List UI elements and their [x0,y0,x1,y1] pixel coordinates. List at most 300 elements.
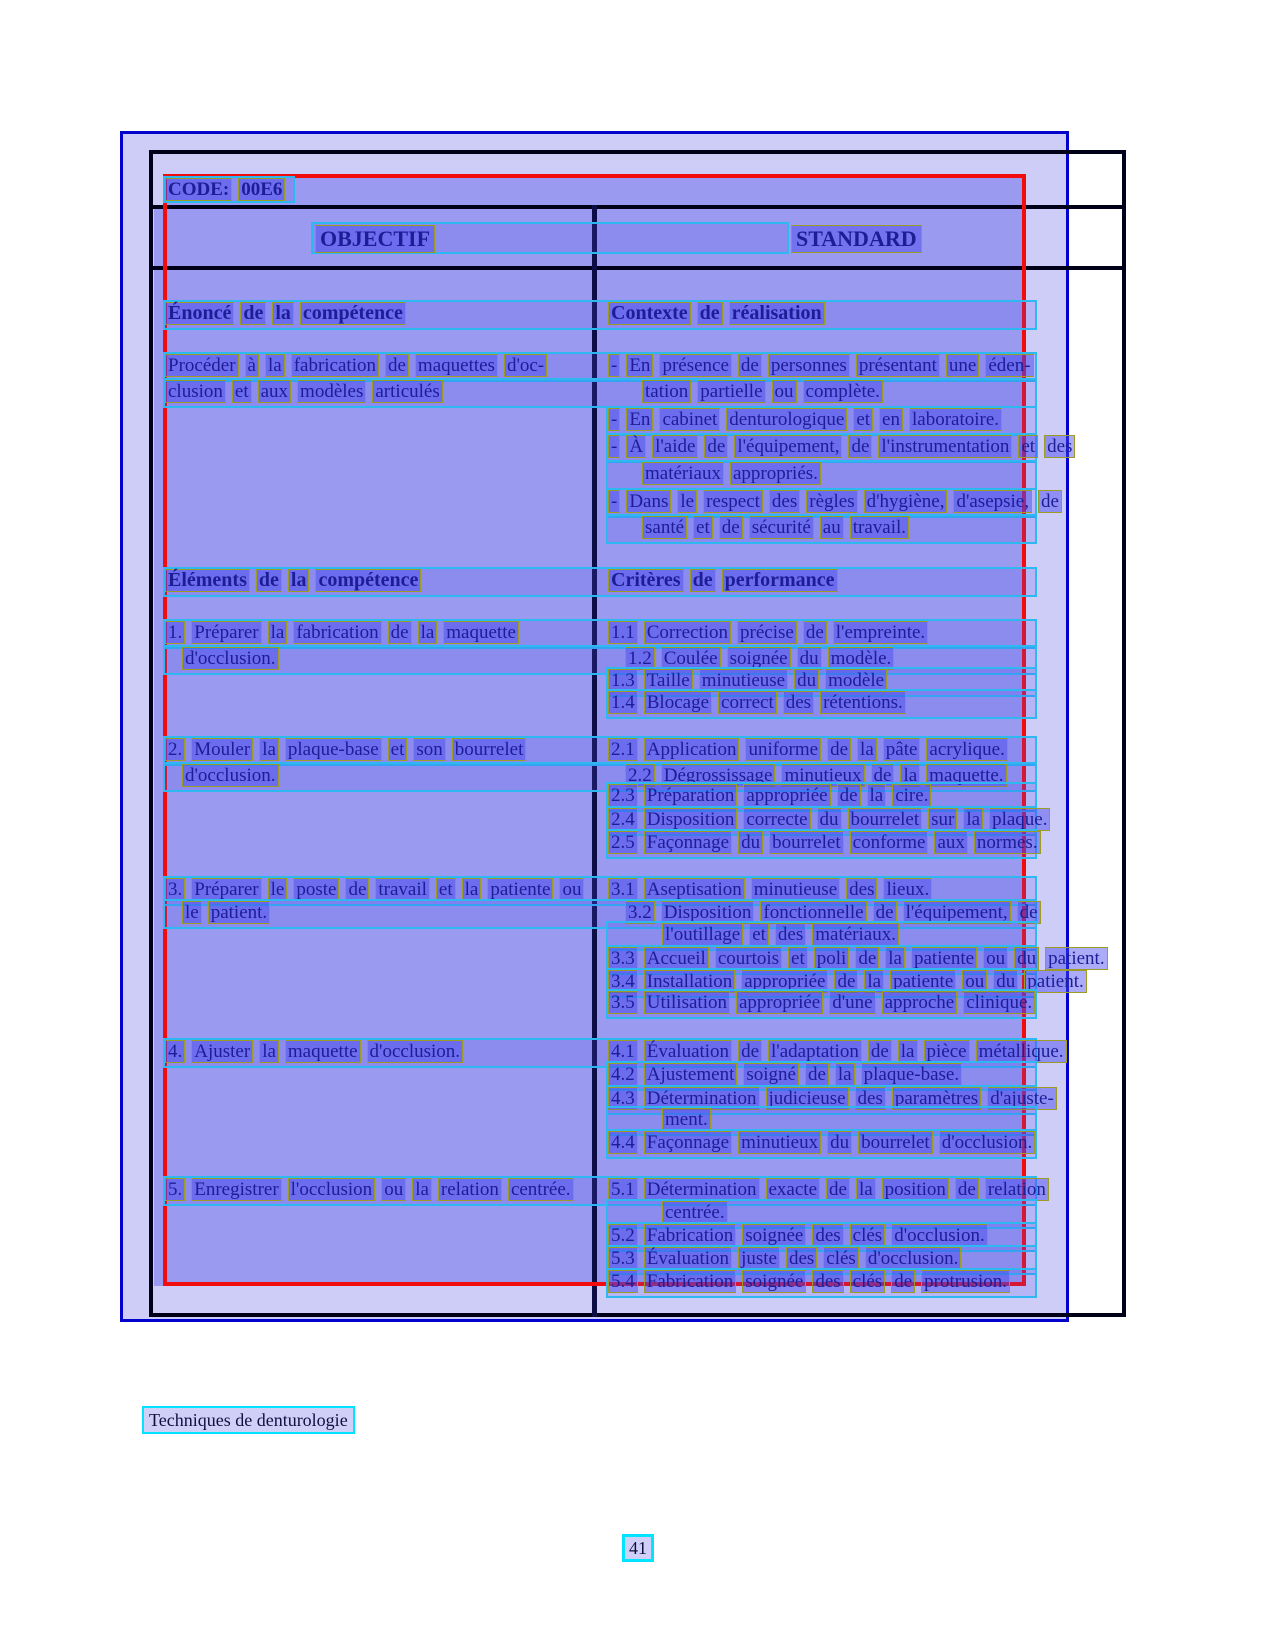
ocr-word: 3. [165,878,185,901]
ocr-cell-left [165,1178,608,1201]
ocr-line [163,378,1037,408]
ocr-cell-right [608,569,1035,592]
ocr-word: de [871,764,895,787]
ocr-word: de [805,1063,829,1086]
ocr-word: minutieuse [699,669,788,692]
ocr-word: soigné [743,1063,799,1086]
ocr-word: du [794,669,819,692]
ocr-cell-left [165,764,625,787]
ocr-word: laboratoire. [909,408,1002,431]
ocr-word: d'occlusion. [182,764,279,787]
ocr-word: En [626,354,653,377]
ocr-word: de [719,516,743,539]
ocr-word: Éléments [165,569,250,592]
ocr-word: cire. [892,784,931,807]
ocr-word: soignée [742,1270,806,1293]
ocr-word: 3.3 [608,947,638,970]
ocr-word: clés [850,1224,886,1247]
ocr-word: 4.3 [608,1087,638,1110]
ocr-word: de [1017,901,1041,924]
ocr-word: de [1038,490,1062,513]
ocr-word: modèle. [828,647,895,670]
ocr-word: de [697,302,723,325]
ocr-word: de [834,970,858,993]
ocr-word: patient. [1024,970,1086,993]
ocr-word: l'équipement, [903,901,1011,924]
ocr-word: Blocage [644,691,712,714]
ocr-word: relation [438,1178,502,1201]
ocr-word: juste [738,1247,780,1270]
ocr-word: règles [806,490,857,513]
ocr-word: à [245,354,259,377]
ocr-word: minutieux [781,764,864,787]
ocr-cell-right [608,831,1047,854]
ocr-word: Préparer [191,878,261,901]
page-number: 41 [622,1534,654,1562]
ocr-word: 5.4 [608,1270,638,1293]
ocr-cell-left [165,901,625,924]
ocr-line [606,460,1037,490]
code-label: CODE: [165,178,232,201]
ocr-word: du [797,647,822,670]
ocr-word: d'asepsie, [953,490,1032,513]
ocr-word: bourrelet [769,831,844,854]
ocr-word: la [268,621,288,644]
ocr-word: de [837,784,861,807]
ocr-word: de [826,1178,850,1201]
ocr-word: 5. [165,1178,185,1201]
ocr-word: d'occlusion. [939,1131,1036,1154]
ocr-word: denturologique [726,408,847,431]
ocr-word: - [608,435,620,458]
ocr-word: Dégrossissage [661,764,776,787]
ocr-word: d'occlusion. [865,1247,962,1270]
ocr-cell-right [608,408,1035,431]
ocr-word: la [288,569,310,592]
ocr-word: le [268,878,288,901]
ocr-cell-left [165,738,608,761]
ocr-word: personnes [768,354,850,377]
ocr-word: l'aide [652,435,698,458]
ocr-word: Critères [608,569,684,592]
ocr-word: 5.2 [608,1224,638,1247]
ocr-line-heading [163,300,1037,330]
ocr-word: Préparer [191,621,261,644]
ocr-word: En [626,408,653,431]
ocr-word: appropriée [736,991,823,1014]
ocr-word: 2. [165,738,185,761]
ocr-word: clés [850,1270,886,1293]
ocr-word: au [820,516,844,539]
ocr-cell-left [165,569,608,592]
ocr-word: 4. [165,1040,185,1063]
ocr-word: Ajuster [191,1040,253,1063]
ocr-word: complète. [803,380,883,403]
ocr-cell-right [608,691,1035,714]
ocr-word: 2.4 [608,808,638,831]
ocr-word: Évaluation [644,1040,732,1063]
ocr-word: le [677,490,697,513]
ocr-word: Disposition [644,808,738,831]
ocr-word: Détermination [644,1087,760,1110]
ocr-word: des [783,691,814,714]
ocr-line [606,829,1037,859]
ocr-word: fonctionnelle [760,901,866,924]
ocr-word: compétence [315,569,421,592]
ocr-word: la [418,621,438,644]
ocr-word: minutieux [738,1131,821,1154]
ocr-word: normes. [974,831,1041,854]
ocr-word: de [803,621,827,644]
ocr-word: 1.2 [625,647,655,670]
ocr-word: ou [983,947,1008,970]
ocr-word: tation [642,380,691,403]
ocr-word: Disposition [661,901,755,924]
ocr-word: précise [737,621,797,644]
ocr-cell-left [165,354,608,377]
ocr-word: et [436,878,456,901]
ocr-cell-left [165,1040,608,1063]
ocr-line [606,1268,1037,1298]
ocr-word: du [827,1131,852,1154]
ocr-word: Fabrication [644,1224,737,1247]
ocr-word: des [1044,435,1075,458]
ocr-word: 2.5 [608,831,638,854]
ocr-word: la [898,1040,918,1063]
ocr-word: 3.5 [608,991,638,1014]
ocr-word: des [769,490,800,513]
ocr-word: correct [718,691,777,714]
ocr-word: Taille [644,669,693,692]
ocr-word: éden- [985,354,1033,377]
ocr-word: modèle [825,669,887,692]
ocr-word: Évaluation [644,1247,732,1270]
ocr-word: et [388,738,408,761]
ocr-word: Installation [644,970,735,993]
column-header-standard: STANDARD [791,225,922,253]
ocr-cell-right [608,784,1035,807]
ocr-word: - [608,354,620,377]
ocr-word: Ajustement [644,1063,738,1086]
ocr-line [606,514,1037,544]
ocr-word: 4.1 [608,1040,638,1063]
ocr-word: clinique. [963,991,1035,1014]
ocr-word: Préparation [644,784,738,807]
ocr-word: la [900,764,920,787]
code-value: 00E6 [238,178,285,201]
ocr-word: maquettes [415,354,498,377]
ocr-word: 1.3 [608,669,638,692]
ocr-word: de [704,435,728,458]
ocr-line [606,689,1037,719]
ocr-word: correcte [743,808,810,831]
ocr-word: de [345,878,369,901]
ocr-word: d'occlusion. [891,1224,988,1247]
ocr-word: rétentions. [820,691,906,714]
ocr-word: la [885,947,905,970]
ocr-word: paramètres [892,1087,981,1110]
ocr-word: 1.4 [608,691,638,714]
ocr-cell-right [608,1131,1041,1154]
ocr-word: 3.4 [608,970,638,993]
ocr-word: son [413,738,445,761]
ocr-word: de [388,621,412,644]
ocr-cell-right [608,878,1035,901]
ocr-word: Énoncé [165,302,234,325]
ocr-word: d'occlusion. [367,1040,464,1063]
ocr-word: plaque-base. [861,1063,962,1086]
ocr-word: 5.3 [608,1247,638,1270]
ocr-word: poste [293,878,339,901]
ocr-word: exacte [766,1178,821,1201]
ocr-word: sécurité [749,516,814,539]
ocr-cell-right [608,1178,1055,1201]
ocr-cell-right [608,354,1040,377]
ocr-word: l'adaptation [768,1040,862,1063]
ocr-word: des [812,1270,843,1293]
ocr-word: des [855,1087,886,1110]
ocr-word: de [738,354,762,377]
ocr-word: santé [642,516,687,539]
ocr-word: présentant [856,354,940,377]
ocr-word: l'équipement, [734,435,842,458]
ocr-word: judicieuse [766,1087,849,1110]
ocr-word: l'instrumentation [878,435,1012,458]
ocr-word: aux [258,380,291,403]
ocr-word: bourrelet [858,1131,933,1154]
ocr-word: Utilisation [644,991,730,1014]
ocr-word: matériaux [642,462,724,485]
ocr-word: la [864,970,884,993]
ocr-word: la [265,354,285,377]
ocr-word: et [693,516,713,539]
ocr-word: pâte [883,738,921,761]
ocr-word: 2.2 [625,764,655,787]
ocr-word: 2.3 [608,784,638,807]
ocr-word: plaque. [989,808,1050,831]
ocr-word: d'une [829,991,875,1014]
ocr-word: maquette. [926,764,1006,787]
ocr-word: patiente [890,970,956,993]
ocr-word: courtois [715,947,782,970]
ocr-word: du [738,831,763,854]
ocr-word: des [786,1247,817,1270]
ocr-word: la [272,302,294,325]
ocr-word: et [1018,435,1038,458]
footer-document-title: Techniques de denturologie [142,1406,355,1434]
ocr-word: fabrication [291,354,379,377]
ocr-word: d'ajuste- [987,1087,1057,1110]
ocr-word: la [462,878,482,901]
ocr-word: patiente [487,878,553,901]
ocr-cell-right [608,1224,1035,1247]
ocr-word: de [873,901,897,924]
ocr-word: l'empreinte. [833,621,928,644]
ocr-word: la [259,1040,279,1063]
ocr-word: 3.1 [608,878,638,901]
ocr-word: du [1014,947,1039,970]
ocr-cell-right [608,808,1056,831]
ocr-cell-right [608,1270,1035,1293]
ocr-word: partielle [697,380,765,403]
ocr-line [606,989,1037,1019]
ocr-word: Procéder [165,354,239,377]
ocr-word: de [385,354,409,377]
ocr-word: modèles [297,380,366,403]
ocr-word: approche [882,991,958,1014]
ocr-word: et [853,408,873,431]
ocr-word: réalisation [729,302,825,325]
ocr-word: l'occlusion [288,1178,376,1201]
ocr-word: Façonnage [644,831,732,854]
ocr-word: de [868,1040,892,1063]
ocr-word: de [891,1270,915,1293]
ocr-word: Contexte [608,302,691,325]
ocr-word: ou [559,878,584,901]
ocr-word: ment. [662,1108,711,1131]
ocr-word: la [857,738,877,761]
ocr-word: Application [644,738,740,761]
ocr-cell-right [608,302,1035,325]
ocr-word: position [882,1178,949,1201]
ocr-word: 4.4 [608,1131,638,1154]
ocr-cell-right [608,462,1035,485]
ocr-cell-right [608,738,1035,761]
ocr-word: patient. [1045,947,1107,970]
ocr-line [606,433,1073,463]
ocr-cell-right [608,1040,1073,1063]
ocr-word: Accueil [644,947,709,970]
ocr-word: plaque-base [285,738,382,761]
ocr-word: de [240,302,266,325]
ocr-word: la [856,1178,876,1201]
ocr-word: de [738,1040,762,1063]
ocr-word: cabinet [659,408,720,431]
ocr-word: maquette [285,1040,361,1063]
ocr-word: ou [962,970,987,993]
ocr-word: soignée [742,1224,806,1247]
ocr-word: l'outillage [662,923,743,946]
ocr-word: soignée [727,647,791,670]
ocr-cell-right [608,621,1035,644]
ocr-cell-left [165,302,608,325]
ocr-word: Mouler [191,738,253,761]
ocr-word: le [182,901,202,924]
ocr-word: - [608,408,620,431]
ocr-word: la [412,1178,432,1201]
column-header-objectif: OBJECTIF [315,225,435,253]
ocr-word: À [626,435,646,458]
ocr-word: d'oc- [504,354,547,377]
ocr-word: Aseptisation [644,878,745,901]
ocr-word: en [879,408,903,431]
ocr-word: uniforme [745,738,821,761]
ocr-line [606,1129,1037,1159]
ocr-word: - [608,490,620,513]
ocr-word: clusion [165,380,226,403]
ocr-cell-right [608,923,1035,946]
ocr-word: métallique. [976,1040,1067,1063]
ocr-word: la [963,808,983,831]
ocr-word: protrusion. [921,1270,1010,1293]
ocr-word: ou [772,380,797,403]
ocr-word: minutieuse [751,878,840,901]
ocr-word: et [232,380,252,403]
ocr-word: centrée. [508,1178,574,1201]
ocr-word: pièce [924,1040,970,1063]
ocr-word: respect [703,490,763,513]
ocr-word: conforme [850,831,929,854]
ocr-word: appropriée [743,784,830,807]
ocr-line [606,406,1037,436]
ocr-word: de [256,569,282,592]
ocr-word: de [855,947,879,970]
ocr-word: Détermination [644,1178,760,1201]
ocr-word: Enregistrer [191,1178,281,1201]
column-header-line-box [311,222,917,254]
ocr-word: travail [375,878,430,901]
ocr-cell-left [165,878,608,901]
ocr-word: la [835,1063,855,1086]
ocr-word: poli [814,947,850,970]
ocr-word: maquette [443,621,519,644]
ocr-cell-right [608,947,1114,970]
ocr-word: des [775,923,806,946]
ocr-word: Coulée [661,647,721,670]
ocr-cell-right [608,1247,1035,1270]
ocr-word: aux [934,831,967,854]
ocr-cell-left [165,621,608,644]
ocr-word: 1.1 [608,621,638,644]
ocr-word: des [812,1224,843,1247]
ocr-word: de [848,435,872,458]
ocr-cell-right [608,1201,1035,1224]
ocr-word: patient. [208,901,270,924]
ocr-word: matériaux. [812,923,899,946]
ocr-word: performance [722,569,838,592]
ocr-word: 1. [165,621,185,644]
ocr-word: et [788,947,808,970]
ocr-cell-right [608,516,1035,539]
ocr-cell-right [608,1063,1035,1086]
ocr-word: bourrelet [848,808,923,831]
ocr-word: Correction [644,621,731,644]
ocr-word: de [827,738,851,761]
ocr-word: sur [928,808,957,831]
ocr-word: du [993,970,1018,993]
ocr-word: d'occlusion. [182,647,279,670]
ocr-cell-right [608,380,1035,403]
ocr-word: des [846,878,877,901]
ocr-cell-right [608,435,1081,458]
ocr-word: fabrication [293,621,381,644]
ocr-cell-right [608,490,1068,513]
ocr-word: bourrelet [452,738,527,761]
ocr-word: d'hygiène, [864,490,948,513]
ocr-word: acrylique. [926,738,1007,761]
ocr-word: Dans [626,490,671,513]
code-line [163,176,295,203]
ocr-word: 3.2 [625,901,655,924]
ocr-word: patiente [911,947,977,970]
ocr-word: la [867,784,887,807]
ocr-word: travail. [850,516,909,539]
ocr-word: centrée. [662,1201,728,1224]
ocr-word: appropriée [741,970,828,993]
ocr-word: de [690,569,716,592]
ocr-word: 4.2 [608,1063,638,1086]
ocr-word: 5.1 [608,1178,638,1201]
